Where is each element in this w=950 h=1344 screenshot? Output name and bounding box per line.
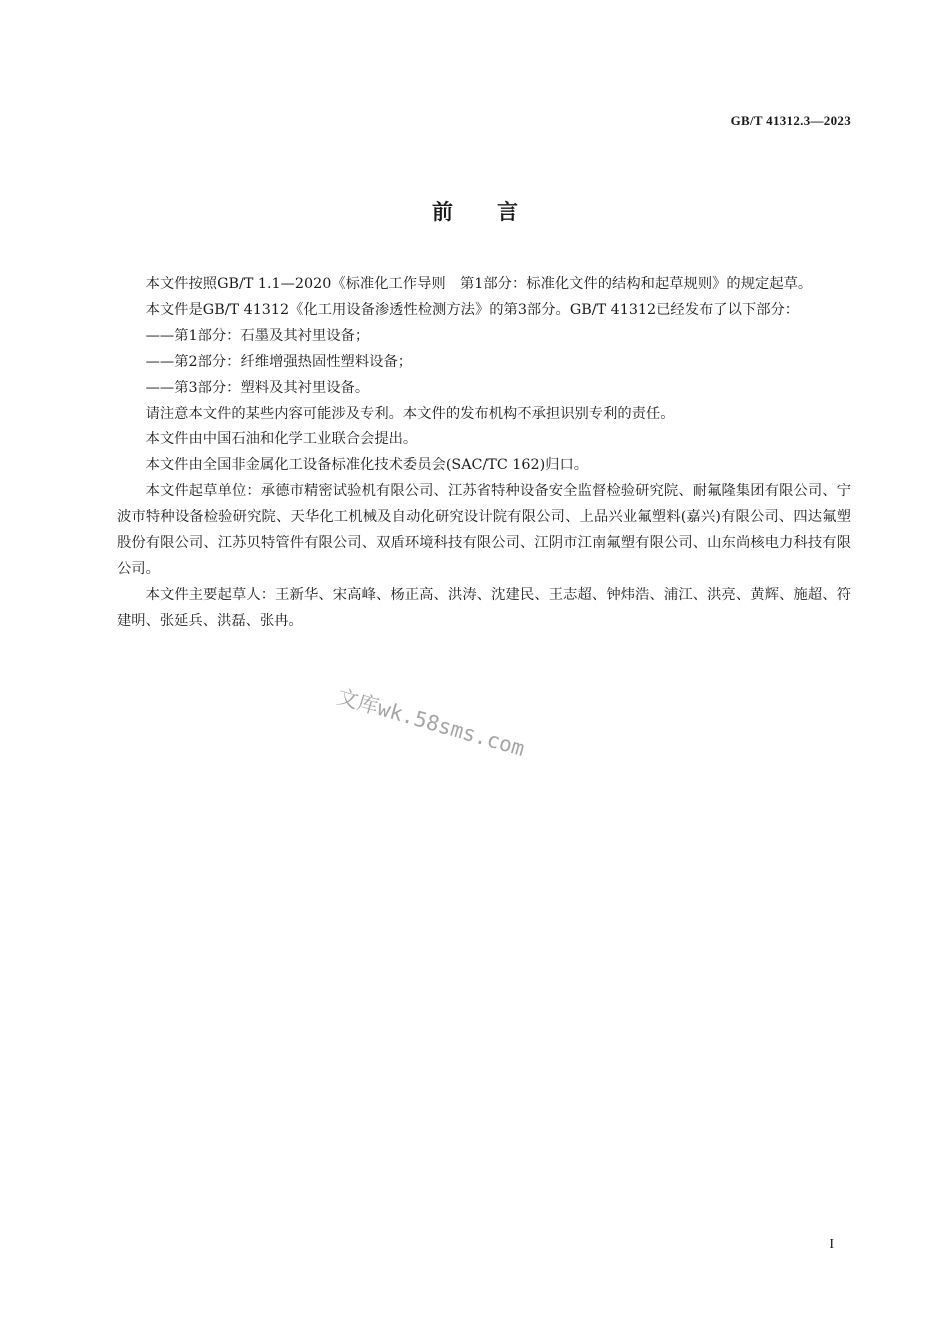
watermark: 文库wk.58sms.com [334, 684, 528, 761]
page-title: 前言 [432, 200, 562, 224]
paragraph-series-intro: 本文件是GB/T 41312《化工用设备渗透性检测方法》的第3部分。GB/T 41312已经发布了以下部分： [145, 301, 800, 318]
foreword-body [117, 272, 851, 635]
list-item: ——第2部分：纤维增强热固性塑料设备； [145, 353, 413, 370]
paragraph-drafting-rules: 本文件按照GB/T 1.1—2020《标准化工作导则 第1部分：标准化文件的结构和起草规则》的规定起草。 [145, 276, 813, 292]
list-item: ——第1部分：石墨及其衬里设备； [145, 327, 370, 344]
paragraph-patent-notice: 请注意本文件的某些内容可能涉及专利。本文件的发布机构不承担识别专利的责任。 [145, 405, 675, 422]
list-item: ——第3部分：塑料及其衬里设备。 [145, 379, 370, 396]
paragraph-proposer: 本文件由中国石油和化学工业联合会提出。 [145, 431, 418, 448]
paragraph-drafters: 本文件主要起草人：王新华、宋高峰、杨正高、洪涛、沈建民、王志超、钟炜浩、浦江、洪亮、黄辉、施超、符建明、张延兵、洪磊、张冉。 [117, 586, 851, 629]
paragraph-drafting-units: 本文件起草单位：承德市精密试验机有限公司、江苏省特种设备安全监督检验研究院、耐氟隆集团有限公司、宁波市特种设备检验研究院、天华化工机械及自动化研究设计院有限公司、上品兴业氟塑料(嘉兴)有限公司、四达氟塑股份有限公司、江苏贝特管件有限公司、双盾环境科技有限公司、江阴市江南氟塑有限公司、山东尚核电力科技有限公司。 [117, 483, 851, 577]
page-number: I [829, 1237, 834, 1252]
paragraph-committee: 本文件由全国非金属化工设备标准化技术委员会(SAC/TC 162)归口。 [145, 457, 589, 474]
document-code: GB/T 41312.3—2023 [730, 113, 851, 128]
